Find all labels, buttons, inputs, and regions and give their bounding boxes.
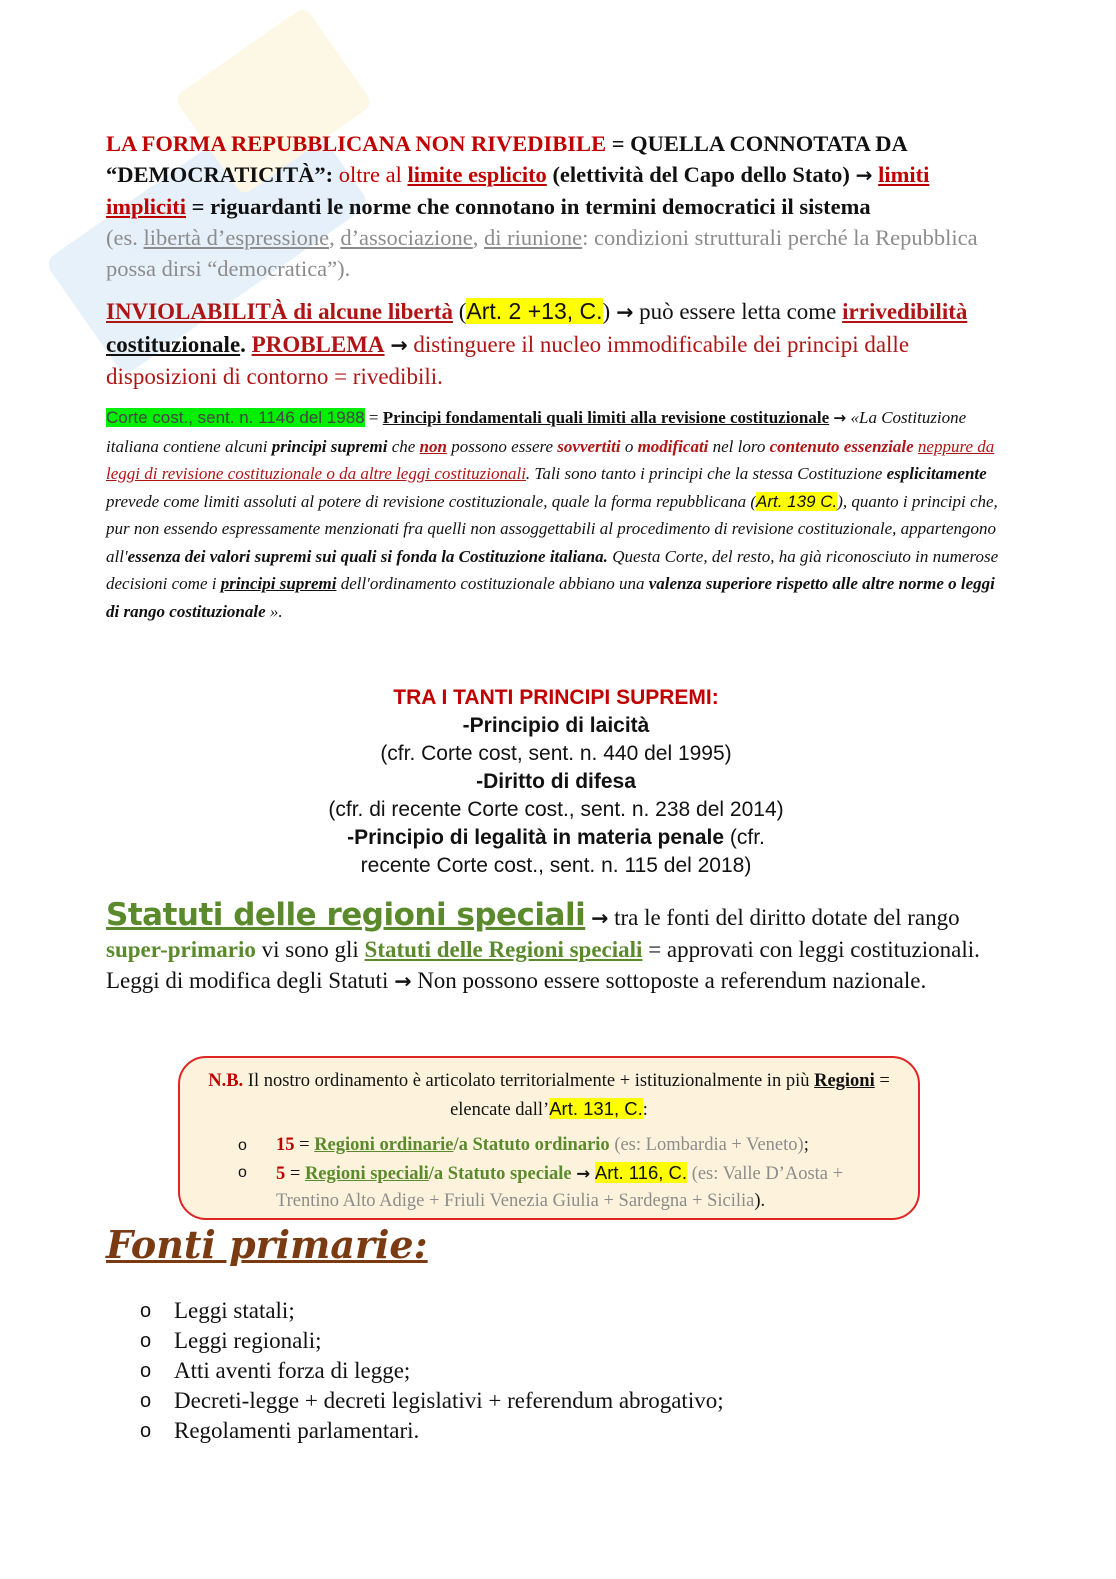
sentence-highlight: Corte cost., sent. n. 1146 del 1988 xyxy=(106,408,365,427)
quotation: «La Costituzione italiana contiene alcuni principi supremi che non possono essere sovvertiti o modificati nel loro contenuto essenziale neppure da leggi di revisione costituzionale o da altre leggi costituzionali. Tali sono tanto i principi che la stessa Costituzione esplicitamente prevede come limiti assoluti al potere di revisione costituzionale, quale la forma repubblicana (Art. 139 C.), quanto i principi che, pur non essendo espressamente menzionati fra quelli non assoggettabili al procedimento di revisione costituzionale, appartengono all'essenza dei valori supremi sui quali si fonda la Costituzione italiana. Questa Corte, del resto, ha già riconosciuto in numerose decisioni come i principi supremi dell'ordinamento costituzionale abbiano una valenza superiore rispetto alle altre norme o leggi di rango costituzionale ». xyxy=(106,408,999,621)
paragraph-inviolabilita: INVIOLABILITÀ di alcune libertà (Art. 2 +13, C.) → può essere letta come irrivedibilità costituzionale. PROBLEMA → distinguere il nucleo immodificabile dei principi dalle disposizioni di contorno = rivedibili. xyxy=(106,298,968,389)
fonti-list xyxy=(140,1296,724,1446)
article-highlight: Art. 2 +13, C. xyxy=(466,298,603,324)
list-item: o Leggi statali; xyxy=(140,1296,724,1326)
arrow-right-icon: → xyxy=(615,300,634,324)
fonti-primarie-heading: Fonti primarie: xyxy=(106,1222,428,1267)
article-highlight: Art. 116, C. xyxy=(594,1162,688,1183)
article-highlight: Art. 131, C. xyxy=(549,1098,643,1119)
list-item: o 5 = Regioni speciali/a Statuto speciale → Art. 116, C. (es: Valle D’Aosta + Trentino Alto Adige + Friuli Venezia Giulia + Sardegna + Sicilia). xyxy=(232,1159,906,1215)
paragraph-forma-repubblicana: LA FORMA REPUBBLICANA NON RIVEDIBILE = QUELLA CONNOTATA DA “DEMOCRATICITÀ”: oltre al limite esplicito (elettività del Capo dello Stato) → limiti impliciti = riguardanti le norme che connotano in termini democratici il sistema (es. libertà d’espressione, d’associazione, di riunione: condizioni strutturali perché la Repubblica possa dirsi “democratica”). xyxy=(106,131,978,281)
list-item: o Atti aventi forza di legge; xyxy=(140,1356,724,1386)
arrow-right-icon: → xyxy=(576,1164,591,1183)
example-note: (es. libertà d’espressione, d’associazione, di riunione: condizioni strutturali perché la Repubblica possa dirsi “democratica”). xyxy=(106,225,978,281)
arrow-right-icon: → xyxy=(390,332,408,357)
list-item: o 15 = Regioni ordinarie/a Statuto ordinario (es: Lombardia + Veneto); xyxy=(232,1132,906,1159)
supremi-title: TRA I TANTI PRINCIPI SUPREMI: xyxy=(393,686,719,709)
arrow-right-icon: → xyxy=(833,409,847,427)
principi-supremi-box: TRA I TANTI PRINCIPI SUPREMI: -Principio di laicità (cfr. Corte cost, sent. n. 440 del 1995) -Diritto di difesa (cfr. di recente Corte cost., sent. n. 238 del 2014) -Principio di legalità in materia penale (cfr. recente Corte cost., sent. n. 115 del 2018) xyxy=(106,684,1006,880)
arrow-right-icon: → xyxy=(394,969,412,993)
paragraph-corte-cost-1988: Corte cost., sent. n. 1146 del 1988 = Principi fondamentali quali limiti alla revisione costituzionale → «La Costituzione italiana contiene alcuni principi supremi che non possono essere sovvertiti o modificati nel loro contenuto essenziale neppure da leggi di revisione costituzionale o da altre leggi costituzionali. Tali sono tanto i principi che la stessa Costituzione esplicitamente prevede come limiti assoluti al potere di revisione costituzionale, quale la forma repubblicana (Art. 139 C.), quanto i principi che, pur non essendo espressamente menzionati fra quelli non assoggettabili al procedimento di revisione costituzionale, appartengono all'essenza dei valori supremi sui quali si fonda la Costituzione italiana. Questa Corte, del resto, ha già riconosciuto in numerose decisioni come i principi supremi dell'ordinamento costituzionale abbiano una valenza superiore rispetto alle altre norme o leggi di rango costituzionale ». xyxy=(106,408,999,621)
paragraph-statuti: Statuti delle regioni speciali → tra le fonti del diritto dotate del rango super-primario vi sono gli Statuti delle Regioni speciali = approvati con leggi costituzionali. Leggi di modifica degli Statuti → Non possono essere sottoposte a referendum nazionale. xyxy=(106,897,980,993)
list-item: o Decreti-legge + decreti legislativi + referendum abrogativo; xyxy=(140,1386,724,1416)
article-highlight: Art. 139 C. xyxy=(755,491,838,511)
arrow-right-icon: → xyxy=(590,906,609,930)
list-item: o Leggi regionali; xyxy=(140,1326,724,1356)
nota-bene-box xyxy=(178,1056,920,1220)
arrow-right-icon: → xyxy=(855,163,873,187)
nb-intro: N.B. Il nostro ordinamento è articolato territorialmente + istituzionalmente in più Regioni = elencate dall’Art. 131, C.: xyxy=(208,1071,890,1120)
statuti-heading: Statuti delle regioni speciali xyxy=(106,897,586,933)
list-item: o Regolamenti parlamentari. xyxy=(140,1416,724,1446)
